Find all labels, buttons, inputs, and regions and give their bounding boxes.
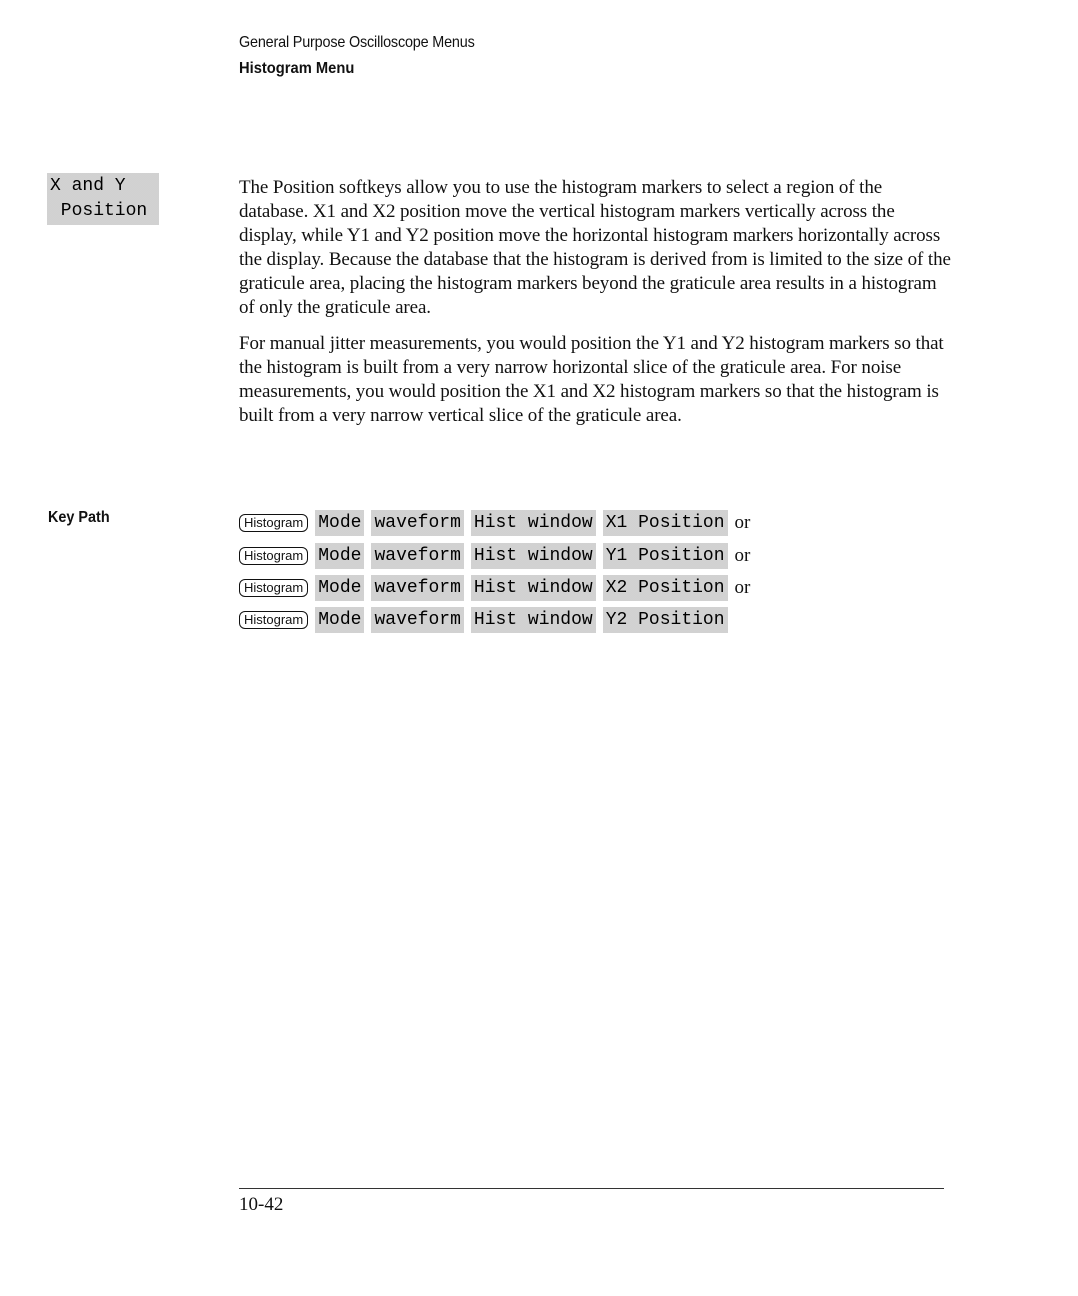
chapter-title: General Purpose Oscilloscope Menus [239, 34, 475, 51]
key-path-row-y2 [239, 604, 750, 636]
hist-window-softkey: Hist window [471, 543, 596, 569]
paragraph-manual-measurements: For manual jitter measurements, you would position the Y1 and Y2 histogram markers so that the histogram is built from a very narrow horizontal slice of the graticule area. For noise measurements, you would position the X1 and X2 histogram markers so that the histogram is built from a very narrow vertical slice of the graticule area. [239, 333, 944, 426]
hist-window-softkey: Hist window [471, 607, 596, 633]
connector-or: or [734, 576, 751, 598]
footer-rule [239, 1188, 944, 1189]
mode-softkey: Mode [315, 510, 364, 536]
paragraph-position-softkeys: The Position softkeys allow you to use the histogram markers to select a region of the database. X1 and X2 position move the vertical histogram markers vertically across the display, while Y1 and Y2 position move the horizontal histogram markers horizontally across the display. Because the database that the histogram is derived from is limited to the size of the graticule area, placing the histogram markers beyond the graticule area results in a histogram of only the graticule area. [239, 177, 951, 318]
connector-or: or [734, 512, 751, 534]
hist-window-softkey: Hist window [471, 575, 596, 601]
histogram-hardkey: Histogram [239, 547, 308, 565]
histogram-hardkey: Histogram [239, 579, 308, 597]
section-title: Histogram Menu [239, 60, 355, 77]
page-number: 10-42 [239, 1194, 284, 1215]
x1-position-softkey: X1 Position [603, 510, 728, 536]
key-path-list [239, 507, 750, 637]
x2-position-softkey: X2 Position [603, 575, 728, 601]
waveform-softkey: waveform [371, 543, 463, 569]
x-and-y-position-softkey-label [47, 173, 159, 225]
key-path-row-x2 [239, 572, 750, 604]
key-path-label: Key Path [48, 509, 110, 526]
softkey-label-line-2: Position [50, 201, 148, 221]
waveform-softkey: waveform [371, 510, 463, 536]
waveform-softkey: waveform [371, 575, 463, 601]
histogram-hardkey: Histogram [239, 514, 308, 532]
histogram-hardkey: Histogram [239, 611, 308, 629]
key-path-row-x1 [239, 507, 750, 539]
connector-or: or [734, 544, 751, 566]
running-head [239, 32, 501, 81]
body-text [239, 176, 951, 440]
softkey-label-line-1: X and Y [50, 176, 126, 196]
hist-window-softkey: Hist window [471, 510, 596, 536]
mode-softkey: Mode [315, 607, 364, 633]
y2-position-softkey: Y2 Position [603, 607, 728, 633]
waveform-softkey: waveform [371, 607, 463, 633]
key-path-row-y1 [239, 539, 750, 571]
mode-softkey: Mode [315, 543, 364, 569]
y1-position-softkey: Y1 Position [603, 543, 728, 569]
mode-softkey: Mode [315, 575, 364, 601]
